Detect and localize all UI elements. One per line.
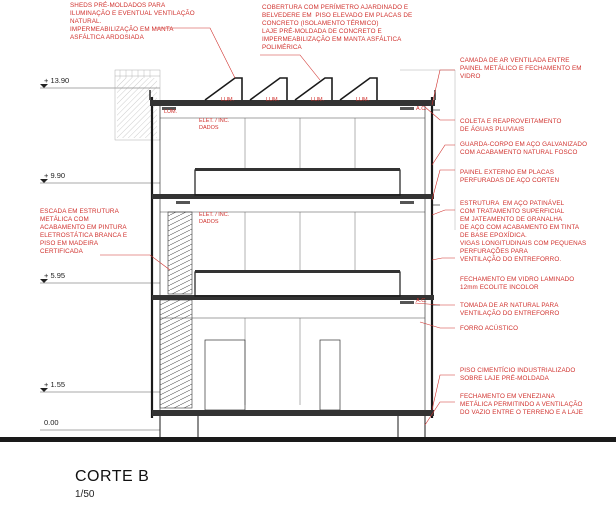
section-scale: 1/50 bbox=[75, 489, 95, 500]
background-ticks bbox=[120, 70, 150, 78]
note-fechamento-vidro: FECHAMENTO EM VIDRO LAMINADO 12mm ECOLITE INCOLOR bbox=[460, 276, 575, 291]
note-escada: ESCADA EM ESTRUTURA METÁLICA COM ACABAMENTO EM PINTURA ELETROSTÁTICA BRANCA E PISO EM MADEIRA CERTIFICADA bbox=[40, 208, 128, 255]
note-sheds: SHEDS PRÉ-MOLDADOS PARA ILUMINAÇÃO E EVENTUAL VENTILAÇÃO NATURAL. IMPERMEABILIZAÇÃO EM MANTA ASFÁLTICA ARDOSIADA bbox=[70, 2, 195, 41]
note-piso: PISO CIMENTÍCIO INDUSTRIALIZADO SOBRE LAJE PRÉ-MOLDADA bbox=[460, 367, 576, 382]
note-veneziana: FECHAMENTO EM VENEZIANA METÁLICA PERMITINDO A VENTILAÇÃO DO VAZIO ENTRE O TERRENO E A LAJE bbox=[460, 393, 584, 416]
tag-elet-1: ELET. / INC. bbox=[199, 118, 230, 124]
ceiling-lines bbox=[160, 118, 425, 318]
roof-slab bbox=[150, 100, 435, 106]
staircase-upper bbox=[168, 212, 192, 294]
background-building bbox=[115, 70, 455, 230]
mezzanine-beam-2 bbox=[195, 270, 400, 273]
ground-doors bbox=[205, 340, 340, 410]
building-section bbox=[152, 97, 432, 418]
roof-parapets bbox=[150, 90, 435, 100]
ceiling-fixtures bbox=[162, 107, 414, 304]
tag-dados-2: DADOS bbox=[199, 219, 219, 225]
level-lines bbox=[40, 88, 160, 430]
ground-line bbox=[0, 437, 616, 442]
tag-lum-3: LUM. bbox=[311, 97, 325, 103]
note-forro: FORRO ACÚSTICO bbox=[460, 325, 519, 332]
tag-ac-2: A.C. bbox=[416, 298, 427, 304]
staircase-lower bbox=[160, 300, 192, 408]
ground-columns bbox=[160, 416, 425, 437]
note-cobertura: COBERTURA COM PERÍMETRO AJARDINADO E BELVEDERE EM PISO ELEVADO EM PLACAS DE CONCRETO (ISOLAMENTO TÉRMICO) LAJE PRÉ-MOLDADA DE CONCRETO E IMPERMEABILIZAÇÃO EM MANTA ASFÁLTICA POLIMÉRICA bbox=[262, 4, 413, 51]
facade-bands bbox=[432, 110, 440, 305]
note-guarda: GUARDA-CORPO EM AÇO GALVANIZADO COM ACABAMENTO NATURAL FOSCO bbox=[460, 141, 588, 156]
floor-slab-1 bbox=[152, 410, 434, 416]
tag-lum-5: LUM. bbox=[164, 109, 178, 115]
tag-lum-4: LUM. bbox=[356, 97, 370, 103]
level-label-5-95: + 5.95 bbox=[44, 271, 66, 280]
level-label-9-90: + 9.90 bbox=[44, 171, 66, 180]
note-camada: CAMADA DE AR VENTILADA ENTRE PAINEL METÁLICO E FECHAMENTO EM VIDRO bbox=[460, 57, 582, 80]
note-painel: PAINEL EXTERNO EM PLACAS PERFURADAS DE AÇO CORTEN bbox=[460, 169, 560, 184]
tag-elet-2: ELET. / INC. bbox=[199, 212, 230, 218]
level-label-0-00: 0.00 bbox=[44, 418, 59, 427]
mezzanine-boxes bbox=[195, 170, 400, 296]
note-tomada: TOMADA DE AR NATURAL PARA VENTILAÇÃO DO ENTREFORRO bbox=[460, 302, 560, 317]
mezzanine-beam-3 bbox=[195, 168, 400, 171]
tag-lum-2: LUM. bbox=[266, 97, 280, 103]
tag-dados-1: DADOS bbox=[199, 125, 219, 131]
interior-lines bbox=[245, 118, 355, 405]
note-coleta: COLETA E REAPROVEITAMENTO DE ÁGUAS PLUVIAIS bbox=[460, 118, 562, 133]
level-label-1-55: + 1.55 bbox=[44, 380, 66, 389]
section-title: CORTE B bbox=[75, 468, 150, 485]
level-label-13-90: + 13.90 bbox=[44, 76, 70, 85]
tag-ac-1: A.C. bbox=[416, 106, 427, 112]
note-estrutura: ESTRUTURA EM AÇO PATINÁVEL COM TRATAMENTO SUPERFICIAL EM JATEAMENTO DE GRANALHA DE AÇO COM ACABAMENTO EM TINTA DE BASE EPOXÍDICA. VIGAS LONGITUDINAIS COM PEQUENAS PERFURAÇÕES PARA VENTILAÇÃO DO ENTREFORRO. bbox=[460, 200, 587, 263]
tag-lum-1: LUM. bbox=[221, 97, 235, 103]
